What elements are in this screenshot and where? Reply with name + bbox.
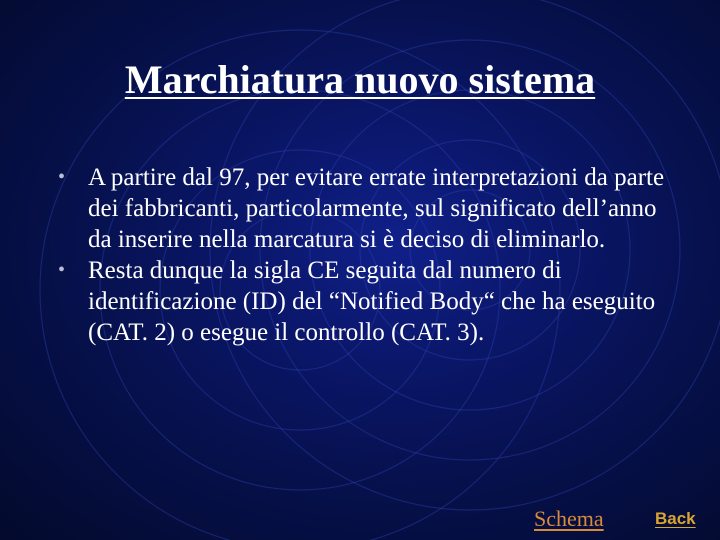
back-link[interactable]: Back bbox=[655, 509, 696, 528]
schema-link[interactable]: Schema bbox=[534, 506, 604, 531]
bullet-item bbox=[58, 255, 668, 348]
bullet-text: A partire dal 97, per evitare errate interpretazioni da parte dei fabbricanti, particolarmente, sul significato dell’anno da inserire nella marcatura si è deciso di eliminarlo. bbox=[88, 164, 665, 253]
slide-title: Marchiatura nuovo sistema bbox=[124, 57, 596, 102]
bullet-text: Resta dunque la sigla CE seguita dal numero di identificazione (ID) del “Notified Body“ che ha eseguito (CAT. 2) o esegue il controllo (CAT. 3). bbox=[88, 257, 656, 346]
bullet-list bbox=[58, 162, 668, 348]
bullet-item bbox=[58, 162, 668, 255]
bullet-icon: • bbox=[58, 259, 66, 281]
bullet-icon: • bbox=[58, 166, 66, 188]
